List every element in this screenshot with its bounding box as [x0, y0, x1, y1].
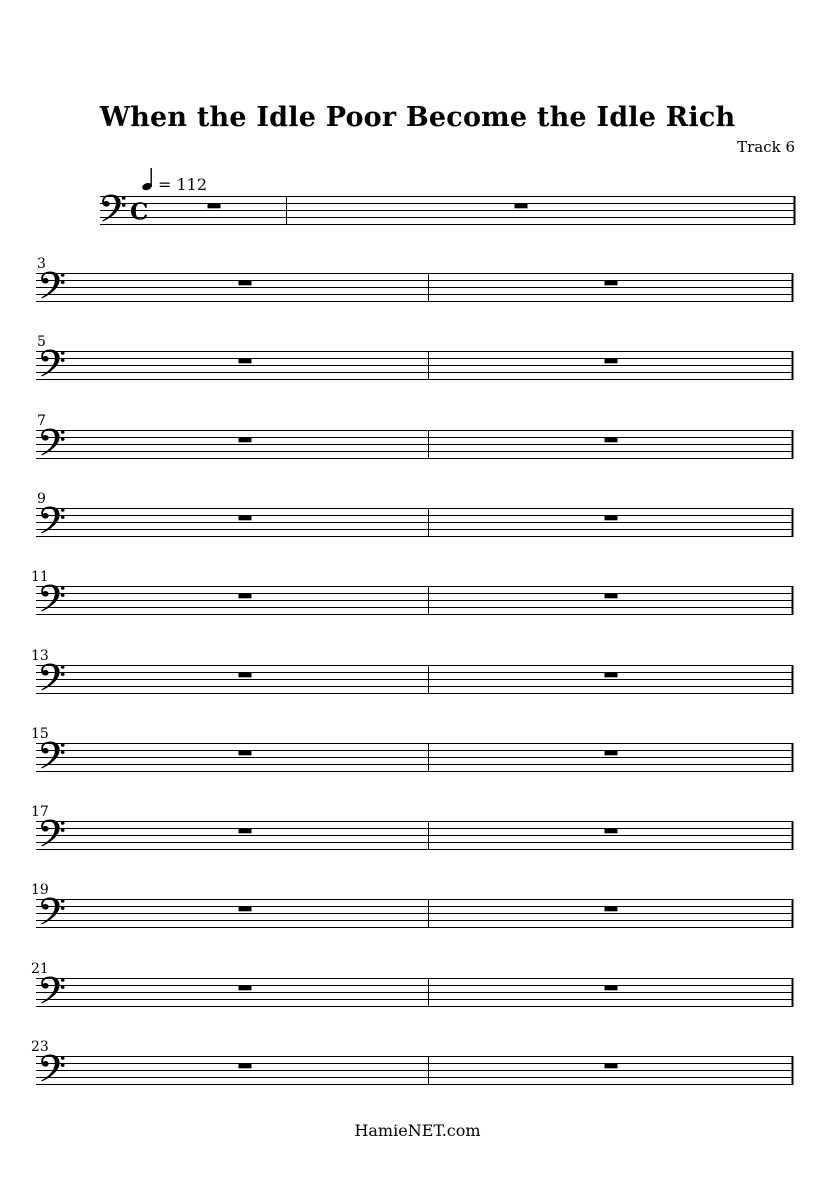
footer-site-label: HamieNET.com: [354, 1121, 481, 1140]
whole-rest: [239, 986, 252, 991]
whole-rest: [605, 751, 618, 756]
staff-system: [0, 801, 835, 855]
whole-rest: [239, 359, 252, 364]
whole-rest: [605, 673, 618, 678]
measure-number: 7: [37, 413, 46, 429]
whole-rest: [605, 594, 618, 599]
measure-number: 23: [31, 1039, 49, 1055]
whole-rest: [239, 1064, 252, 1069]
staff-system: [0, 253, 835, 307]
staff-system: [0, 410, 835, 464]
measure-number: 21: [31, 961, 49, 977]
track-label: Track 6: [737, 138, 795, 156]
whole-rest: [605, 281, 618, 286]
page-title: When the Idle Poor Become the Idle Rich: [99, 102, 736, 133]
whole-rest: [605, 1064, 618, 1069]
whole-rest: [239, 751, 252, 756]
whole-rest: [605, 907, 618, 912]
staff-system: [0, 1036, 835, 1090]
measure-number: 19: [31, 882, 49, 898]
whole-rest: [239, 829, 252, 834]
measure-number: 15: [31, 726, 49, 742]
measure-number: 3: [37, 256, 46, 272]
whole-rest: [605, 516, 618, 521]
staff-system: [0, 176, 835, 230]
staff-system: [0, 958, 835, 1012]
whole-rest: [605, 986, 618, 991]
common-time-icon: C: [130, 198, 149, 226]
whole-rest: [208, 204, 221, 209]
staff-system: [0, 879, 835, 933]
whole-rest: [239, 594, 252, 599]
staff-system: [0, 331, 835, 385]
whole-rest: [239, 516, 252, 521]
measure-number: 17: [31, 804, 49, 820]
whole-rest: [239, 281, 252, 286]
whole-rest: [605, 829, 618, 834]
measure-number: 5: [37, 334, 46, 350]
whole-rest: [239, 438, 252, 443]
whole-rest: [239, 907, 252, 912]
staff-system: [0, 488, 835, 542]
staff-system: [0, 566, 835, 620]
measure-number: 9: [37, 491, 46, 507]
staff-system: [0, 645, 835, 699]
tempo-value: = 112: [158, 175, 208, 194]
whole-rest: [605, 438, 618, 443]
whole-rest: [515, 204, 528, 209]
staff-system: [0, 723, 835, 777]
measure-number: 11: [31, 569, 49, 585]
whole-rest: [239, 673, 252, 678]
measure-number: 13: [31, 648, 49, 664]
whole-rest: [605, 359, 618, 364]
